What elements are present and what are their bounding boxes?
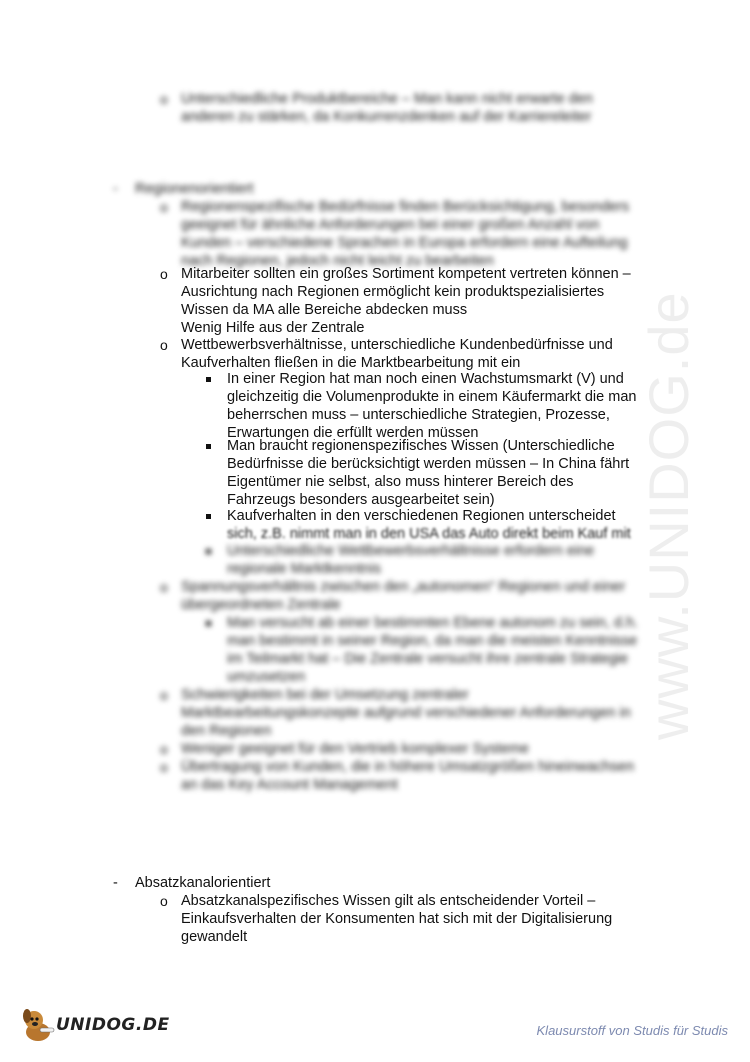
text-line: Eigentümer nie selbst, also muss hinterer Bereich des xyxy=(227,474,574,490)
circle-bullet: o xyxy=(160,266,168,282)
circle-bullet: o xyxy=(160,687,168,703)
dog-mascot-icon xyxy=(20,1006,60,1046)
text-line: Man versucht ab einer bestimmten Ebene autonom zu sein, d.h. xyxy=(227,615,639,631)
text-line: sich, z.B. nimmt man in den USA das Auto direkt beim Kauf mit xyxy=(227,526,631,542)
circle-bullet: o xyxy=(160,579,168,595)
text-line: übergeordneten Zentrale xyxy=(181,597,341,613)
text-line: Unterschiedliche Wettbewerbsverhältnisse erfordern eine xyxy=(227,543,595,559)
text-line: Erwartungen die erfüllt werden müssen xyxy=(227,425,479,441)
text-line: Man braucht regionenspezifisches Wissen (Unterschiedliche xyxy=(227,438,615,454)
text-line: anderen zu stärken, da Konkurrenzdenken auf der Karriereleiter xyxy=(181,109,592,125)
circle-bullet: o xyxy=(160,91,168,107)
text-line: beherrschen muss – unterschiedliche Strategien, Prozesse, xyxy=(227,407,610,423)
text-line: Wettbewerbsverhältnisse, unterschiedliche Kundenbedürfnisse und xyxy=(181,337,613,353)
text-line: Kaufverhalten fließen in die Marktbearbeitung mit ein xyxy=(181,355,521,371)
text-line: gewandelt xyxy=(181,929,248,945)
text-line: Wissen da MA alle Bereiche abdecken muss xyxy=(181,302,468,318)
text-line: im Teilmarkt hat – Die Zentrale versucht ihre zentrale Strategie xyxy=(227,651,629,667)
square-bullet xyxy=(206,549,211,554)
dash-bullet: - xyxy=(113,181,118,197)
text-line: In einer Region hat man noch einen Wachstumsmarkt (V) und xyxy=(227,371,624,387)
text-line: Weniger geeignet für den Vertrieb komplexer Systeme xyxy=(181,741,529,757)
circle-bullet: o xyxy=(160,337,168,353)
text-line: Wenig Hilfe aus der Zentrale xyxy=(181,320,365,336)
text-line: Ausrichtung nach Regionen ermöglicht kein produktspezialisiertes xyxy=(181,284,605,300)
circle-bullet: o xyxy=(160,199,168,215)
text-line: nach Regionen, jedoch nicht leicht zu bearbeiten xyxy=(181,253,494,269)
text-line: umzusetzen xyxy=(227,669,306,685)
text-line: Marktbearbeitungskonzepte aufgrund verschiedener Anforderungen in xyxy=(181,705,631,721)
text-line: Bedürfnisse die berücksichtigt werden müssen – In China fährt xyxy=(227,456,630,472)
text-line: man bestimmt in seiner Region, da man die meisten Kenntnisse xyxy=(227,633,638,649)
text-line: Spannungsverhältnis zwischen den „autonomen“ Regionen und einer xyxy=(181,579,626,595)
text-line: Mitarbeiter sollten ein großes Sortiment kompetent vertreten können – xyxy=(181,266,631,282)
text-line: Unterschiedliche Produktbereiche – Man kann nicht erwarte den xyxy=(181,91,593,107)
circle-bullet: o xyxy=(160,893,168,909)
text-line: Schwierigkeiten bei der Umsetzung zentraler xyxy=(181,687,469,703)
section-heading: Regionenorientiert xyxy=(135,181,254,197)
section-heading: Absatzkanalorientiert xyxy=(135,875,271,891)
footer-tagline: Klausurstoff von Studis für Studis xyxy=(536,1022,728,1038)
square-bullet xyxy=(206,514,211,519)
logo-text: UNIDOG.DE xyxy=(56,1015,170,1035)
circle-bullet: o xyxy=(160,759,168,775)
circle-bullet: o xyxy=(160,741,168,757)
text-line: Kaufverhalten in den verschiedenen Regionen unterscheidet xyxy=(227,508,616,524)
square-bullet xyxy=(206,444,211,449)
square-bullet xyxy=(206,377,211,382)
text-line: den Regionen xyxy=(181,723,272,739)
text-line: Kunden – verschiedene Sprachen in Europa erfordern eine Aufteilung xyxy=(181,235,628,251)
text-line: Fahrzeugs besonders ausgearbeitet sein) xyxy=(227,492,495,508)
watermark-text: www.UNIDOG.de xyxy=(637,291,700,740)
text-line: Übertragung von Kunden, die in höhere Umsatzgrößen hineinwachsen xyxy=(181,759,635,775)
text-line: Absatzkanalspezifisches Wissen gilt als entscheidender Vorteil – xyxy=(181,893,596,909)
unidog-logo xyxy=(20,1006,170,1046)
dash-bullet: - xyxy=(113,875,118,891)
text-line: gleichzeitig die Volumenprodukte in einem Käufermarkt die man xyxy=(227,389,637,405)
text-line: Regionenspezifische Bedürfnisse finden Berücksichtigung, besonders xyxy=(181,199,630,215)
square-bullet xyxy=(206,621,211,626)
text-line: Einkaufsverhalten der Konsumenten hat sich mit der Digitalisierung xyxy=(181,911,613,927)
text-line: geeignet für ähnliche Anforderungen bei einer großen Anzahl von xyxy=(181,217,600,233)
text-line: an das Key Account Management xyxy=(181,777,398,793)
text-line: regionale Marktkenntnis xyxy=(227,561,381,577)
